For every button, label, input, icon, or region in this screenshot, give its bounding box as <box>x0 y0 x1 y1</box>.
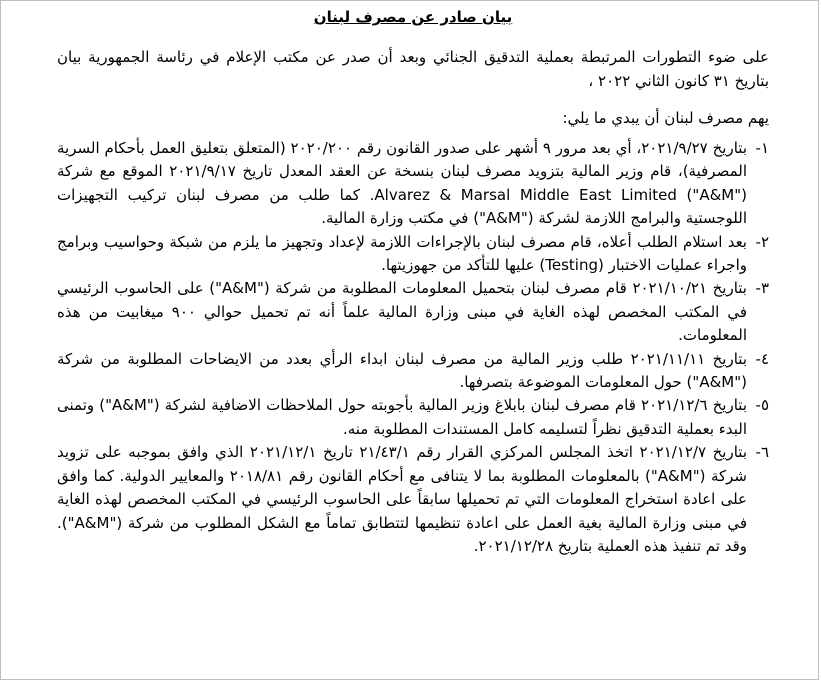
statement-list <box>57 137 769 558</box>
document-body <box>57 3 769 558</box>
list-item <box>57 277 769 347</box>
list-item <box>57 348 769 395</box>
document-title: بيان صادر عن مصرف لبنان <box>313 8 513 26</box>
item-number: ١- <box>755 139 769 157</box>
lead-paragraph: يهم مصرف لبنان أن يبدي ما يلي: <box>562 109 769 127</box>
item-text: بتاريخ ٢٠٢١/١٢/٦ قام مصرف لبنان بابلاغ وزير المالية بأجوبته حول الملاحظات الاضافية لشركة ("A&M") وتمنى البدء بعملية التدقيق نظراً لتسليمه كامل المستندات المطلوبة منه. <box>57 396 747 438</box>
list-item <box>57 394 769 441</box>
item-text: بعد استلام الطلب أعلاه، قام مصرف لبنان بالإجراءات اللازمة لإعداد وتجهيز ما يلزم من شبكة وحواسيب وبرامج واجراء عمليات الاختبار (Testing) عليها للتأكد من جهوزيتها. <box>57 232 747 275</box>
item-number: ٣- <box>755 279 769 298</box>
item-number: ٥- <box>755 396 769 415</box>
item-number: ٢- <box>755 232 769 251</box>
item-text: بتاريخ ٢٠٢١/١٢/٧ اتخذ المجلس المركزي القرار رقم ٢١/٤٣/١ تاريخ ٢٠٢١/١٢/١ الذي وافق بموجبه على تزويد شركة ("A&M") بالمعلومات المطلوبة بما لا يتنافى مع أحكام القانون رقم ٢٠١٨/٨١ والمعايير الدولية. كما وافق على اعادة استخراج المعلومات التي تم تحميلها سابقاً على الحاسوب الرئيسي في المكتب المخصص لهذه الغاية في مبنى وزارة المالية بغية العمل على اعادة تنظيمها لتتطابق تماماً مع الشكل المطلوب من شركة ("A&M"). وقد تم تنفيذ هذه العملية بتاريخ ٢٠٢١/١٢/٢٨. <box>57 443 747 555</box>
item-number: ٦- <box>755 443 769 462</box>
item-number: ٤- <box>755 349 769 368</box>
list-item <box>57 137 769 231</box>
item-text: بتاريخ ٢٠٢١/١٠/٢١ قام مصرف لبنان بتحميل المعلومات المطلوبة من شركة ("A&M") على الحاسوب الرئيسي في المكتب المخصص لهذه الغاية في مبنى وزارة المالية علماً أنه تم تحميل حوالي ٩٠٠ ميغابيت من هذه المعلومات. <box>57 279 747 345</box>
intro-paragraph: على ضوء التطورات المرتبطة بعملية التدقيق الجنائي وبعد أن صدر عن مكتب الإعلام في رئاسة الجمهورية بيان بتاريخ ٣١ كانون الثاني ٢٠٢٢ ، <box>57 48 769 90</box>
list-item <box>57 231 769 278</box>
list-item <box>57 441 769 558</box>
item-text: بتاريخ ٢٠٢١/١١/١١ طلب وزير المالية من مصرف لبنان ابداء الرأي بعدد من الايضاحات المطلوبة من شركة ("A&M") حول المعلومات الموضوعة بتصرفها. <box>57 349 747 392</box>
item-text: بتاريخ ٢٠٢١/٩/٢٧، أي بعد مرور ٩ أشهر على صدور القانون رقم ٢٠٢٠/٢٠٠ (المتعلق بتعليق العمل بأحكام السرية المصرفية)، قام وزير المالية بتزويد مصرف لبنان بنسخة عن العقد المعدل تاريخ ٢٠٢١/٩/١٧ الموقع مع شركة ("A&M") Alvarez & Marsal Middle East Limited. كما طلب من مصرف لبنان تركيب التجهيزات اللوجستية والبرامج اللازمة لشركة ("A&M") في مكتب وزارة المالية. <box>57 139 747 228</box>
